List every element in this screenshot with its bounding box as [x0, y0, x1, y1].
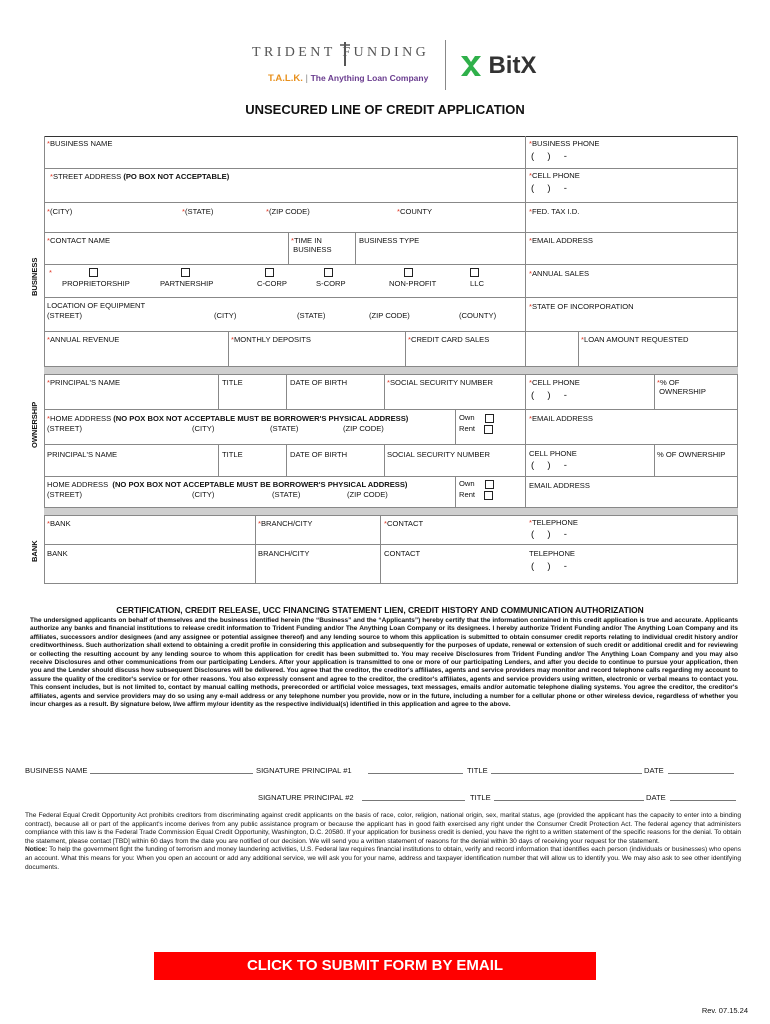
bank2-telephone-label: TELEPHONE — [529, 549, 575, 558]
bank2-label: BANK — [47, 549, 68, 558]
certification-text: The undersigned applicants on behalf of themselves and the business identified herein (the “Business” and the “Applicants”) hereby certify that the information contained in this credit application is true and accurate. Applicants authorize any banks and financial institutions to release credit information to Trident Funding and/or The Anything Loan Company or its designees. I hereby authorize Trident Funding and/or The Anything Loan Company and its affiliates, successors and/or designees (and any assignee or potential assignee thereof) and any lending source to whom this application is submitted to obtain consumer credit reports relating to individual credit history and/or creditworthiness. Such authorization shall extend to obtaining a credit profile in considering this application and subsequently for the purposes of update, renewal or extension of such credit or additional credit and for reviewing or collecting the resulting account by any lending source to whom this application for credit has been submitted to. You may receive Disclosures from Trident Funding and/or The Anything Loan Company and you may also receive Disclosures and other communications from our participating Lenders. After your application is transmitted to one or more of our participating Lenders, and after you decide to continue to pursue your application, then you and the Lender should discuss how subsequent Disclosures will be delivered. You agree that the creditor, the creditor's affiliates, agents and service providers may monitor and record telephone calls regarding my account to assure the quality of the creditor's service or for other reasons. You also expressly consent and agree to the creditor, the creditor's affiliates, agents and service providers using written, electronic or verbal means to contact you. This consent includes, but is not limited to, contact by manual calling methods, prerecorded or artificial voice messages, text messages, emails and/or automatic telephone dialing systems. You agree the creditor, the creditor's affiliates, agents and service providers may do so using any e-mail address or any telephone number you provide, now or in the future, including a number for a cellular phone or other wireless device, regardless of whether you incur charges as a result. By signature below, I/we affirm my/our identity as the respective individual(s) identified in this application and agree to the above. — [30, 617, 738, 709]
section-label-business: BUSINESS — [30, 257, 39, 296]
sig1-date-label: DATE — [644, 766, 664, 775]
branch2-city-label: BRANCH/CITY — [258, 549, 310, 558]
time-in-business-label: *TIME IN BUSINESS — [291, 236, 332, 254]
sig2-title-label: TITLE — [470, 793, 491, 802]
home-address-label: *HOME ADDRESS (NO POX BOX NOT ACCEPTABLE MUST BE BORROWER'S PHYSICAL ADDRESS) — [47, 414, 409, 423]
sig2-label: SIGNATURE PRINCIPAL #2 — [258, 793, 354, 802]
section-label-ownership: OWNERSHIP — [30, 401, 39, 448]
owner-cell-field[interactable]: ( ) - — [531, 390, 567, 401]
talk-text: T.A.L.K. — [268, 73, 303, 84]
dob-label: DATE OF BIRTH — [290, 378, 348, 387]
state-label: *(STATE) — [182, 207, 214, 216]
loc-state-label: (STATE) — [297, 311, 326, 320]
talk-subtitle: The Anything Loan Company — [310, 73, 429, 83]
home2-state-label: (STATE) — [272, 490, 301, 499]
type-nonprofit-checkbox[interactable] — [404, 267, 413, 277]
type-scorp-label: S-CORP — [316, 279, 346, 288]
home2-zip-label: (ZIP CODE) — [347, 490, 388, 499]
location-equipment-label: LOCATION OF EQUIPMENT — [47, 301, 146, 310]
type-partnership-label: PARTNERSHIP — [160, 279, 214, 288]
owner2-cell-label: CELL PHONE — [529, 449, 577, 458]
logo-text: TRIDENT FUNDING — [252, 45, 430, 60]
home2-city-label: (CITY) — [192, 490, 215, 499]
contact-name-label: *CONTACT NAME — [47, 236, 111, 245]
type-partnership-checkbox[interactable] — [181, 267, 190, 277]
ecoa-text: The Federal Equal Credit Opportunity Act prohibits creditors from discriminating against credit applicants on the basis of race, color, religion, national origin, sex, marital status, age (provided the applicant has the capacity to enter into a binding contract), because all or part of the applicant's income derives from any public assistance program or because the applicant has in good faith exercised any right under the Consumer Credit Protection Act. The federal agency that administers compliance with this law is the Federal Trade Commission Equal Credit Opportunity, Washington, D.C. 20580. If your application for business credit is denied, you have the right to a written statement of the specific reasons for the denial. To obtain the statement, please contact [TBD] within 60 days from the date you are notified of our decision. We will send you a written statement of reasons for the denial within 30 days of receiving your request for the statement. Notice: To help the government fight the funding of terrorism and money laundering activities, U.S. Federal law requires financial institutions to obtain, verify and record information that identifies each person (individuals or businesses) who opens an account. What this means for you: When you open an account or add any additional service, we will ask you for your name, address and taxpayer identification number that will allow us to identify you. We may also ask to see other identifying documents. — [25, 812, 741, 871]
revision-label: Rev. 07.15.24 — [701, 1006, 748, 1015]
business-phone-field[interactable]: ( ) - — [531, 151, 567, 162]
sig1-label: SIGNATURE PRINCIPAL #1 — [256, 766, 352, 775]
form-title: UNSECURED LINE OF CREDIT APPLICATION — [245, 102, 525, 117]
loan-amount-label: *LOAN AMOUNT REQUESTED — [581, 335, 689, 344]
home-street-label: (STREET) — [47, 424, 83, 433]
logo-divider — [445, 40, 446, 90]
type-ccorp-label: C-CORP — [257, 279, 287, 288]
loc-zip-label: (ZIP CODE) — [369, 311, 410, 320]
ssn-label: *SOCIAL SECURITY NUMBER — [387, 378, 493, 387]
type-ccorp-checkbox[interactable] — [265, 267, 274, 277]
certification-heading: CERTIFICATION, CREDIT RELEASE, UCC FINANCING STATEMENT LIEN, CREDIT HISTORY AND COMMUNICATION AUTHORIZATION — [116, 605, 644, 615]
type-proprietorship-label: PROPRIETORSHIP — [62, 279, 130, 288]
section-label-bank: BANK — [30, 540, 39, 562]
dob2-label: DATE OF BIRTH — [290, 450, 348, 459]
home2-street-label: (STREET) — [47, 490, 83, 499]
sig1-title-field[interactable] — [491, 773, 642, 774]
sig2-field[interactable] — [362, 800, 465, 801]
bank-telephone-label: *TELEPHONE — [529, 518, 578, 527]
sig-business-name-label: BUSINESS NAME — [25, 766, 88, 775]
principal-name-label: *PRINCIPAL'S NAME — [47, 378, 121, 387]
cell-phone-field[interactable]: ( ) - — [531, 183, 567, 194]
section-divider — [44, 367, 738, 374]
bank2-contact-label: CONTACT — [384, 549, 421, 558]
sig1-date-field[interactable] — [668, 773, 734, 774]
title2-label: TITLE — [222, 450, 243, 459]
branch-city-label: *BRANCH/CITY — [258, 519, 313, 528]
loc-county-label: (COUNTY) — [459, 311, 497, 320]
sig-business-name-field[interactable] — [90, 773, 253, 774]
sig2-date-label: DATE — [646, 793, 666, 802]
notice-label: Notice: — [25, 846, 48, 854]
home-city-label: (CITY) — [192, 424, 215, 433]
business-type-label: BUSINESS TYPE — [359, 236, 420, 245]
owner2-cell-field[interactable]: ( ) - — [531, 460, 567, 471]
bitx-logo — [458, 52, 536, 78]
sig1-title-label: TITLE — [467, 766, 488, 775]
ssn2-label: SOCIAL SECURITY NUMBER — [387, 450, 490, 459]
credit-card-sales-label: *CREDIT CARD SALES — [408, 335, 490, 344]
sig2-title-field[interactable] — [494, 800, 644, 801]
section-divider — [44, 508, 738, 515]
cell-phone-label: *CELL PHONE — [529, 171, 580, 180]
rent-checkbox[interactable]: Rent — [459, 424, 493, 434]
type-llc-checkbox[interactable] — [470, 267, 479, 277]
bank-contact-label: *CONTACT — [384, 519, 424, 528]
type-nonprofit-label: NON-PROFIT — [389, 279, 437, 288]
principal2-name-label: PRINCIPAL'S NAME — [47, 450, 118, 459]
bitx-text: BitX — [488, 52, 537, 79]
required-marker: * — [49, 268, 52, 277]
sig1-field[interactable] — [368, 773, 463, 774]
home-state-label: (STATE) — [270, 424, 299, 433]
ownership-pct-label: *% OF OWNERSHIP — [657, 378, 706, 396]
street-address-label: *STREET ADDRESS (PO BOX NOT ACCEPTABLE) — [50, 172, 230, 181]
zip-label: *(ZIP CODE) — [266, 207, 310, 216]
sig2-date-field[interactable] — [670, 800, 736, 801]
type-scorp-checkbox[interactable] — [324, 267, 333, 277]
owner-email-label: *EMAIL ADDRESS — [529, 414, 593, 423]
bank-telephone-field[interactable]: ( ) - — [531, 529, 567, 540]
talk-logo: T.A.L.K. | The Anything Loan Company — [268, 73, 429, 84]
business-name-label: *BUSINESS NAME — [47, 139, 113, 148]
bank-label: *BANK — [47, 519, 71, 528]
tax-id-label: *FED. TAX I.D. — [529, 207, 580, 216]
bank2-telephone-field[interactable]: ( ) - — [531, 561, 567, 572]
county-label: *COUNTY — [397, 207, 433, 216]
home-zip-label: (ZIP CODE) — [343, 424, 384, 433]
own-checkbox[interactable]: Own — [459, 413, 494, 423]
email-label: *EMAIL ADDRESS — [529, 236, 593, 245]
state-incorporation-label: *STATE OF INCORPORATION — [529, 302, 634, 311]
loc-street-label: (STREET) — [47, 311, 83, 320]
ownership2-pct-label: % OF OWNERSHIP — [657, 450, 726, 459]
bitx-icon — [458, 53, 484, 79]
own2-checkbox[interactable]: Own — [459, 479, 494, 489]
type-proprietorship-checkbox[interactable] — [89, 267, 98, 277]
trident-funding-logo — [252, 40, 436, 68]
type-llc-label: LLC — [470, 279, 484, 288]
annual-sales-label: *ANNUAL SALES — [529, 269, 590, 278]
notice-text: To help the government fight the funding of terrorism and money laundering activities, U.S. Federal law requires financial institutions to obtain, verify and record information that identifies each person (individuals or businesses) who opens an account. What this means for you: When you open an account or add any additional service, we will ask you for your name, address and taxpayer identification number that will allow us to identify you. We may also ask to see other identifying documents. — [25, 846, 741, 871]
loc-city-label: (CITY) — [214, 311, 237, 320]
rent2-checkbox[interactable]: Rent — [459, 490, 493, 500]
city-label: *(CITY) — [47, 207, 73, 216]
monthly-deposits-label: *MONTHLY DEPOSITS — [231, 335, 311, 344]
submit-email-button[interactable]: CLICK TO SUBMIT FORM BY EMAIL — [154, 952, 596, 980]
business-phone-label: *BUSINESS PHONE — [529, 139, 600, 148]
owner-cell-label: *CELL PHONE — [529, 378, 580, 387]
annual-revenue-label: *ANNUAL REVENUE — [47, 335, 120, 344]
owner2-email-label: EMAIL ADDRESS — [529, 481, 590, 490]
home2-address-label: HOME ADDRESS (NO POX BOX NOT ACCEPTABLE MUST BE BORROWER'S PHYSICAL ADDRESS) — [47, 480, 408, 489]
title-label: TITLE — [222, 378, 243, 387]
